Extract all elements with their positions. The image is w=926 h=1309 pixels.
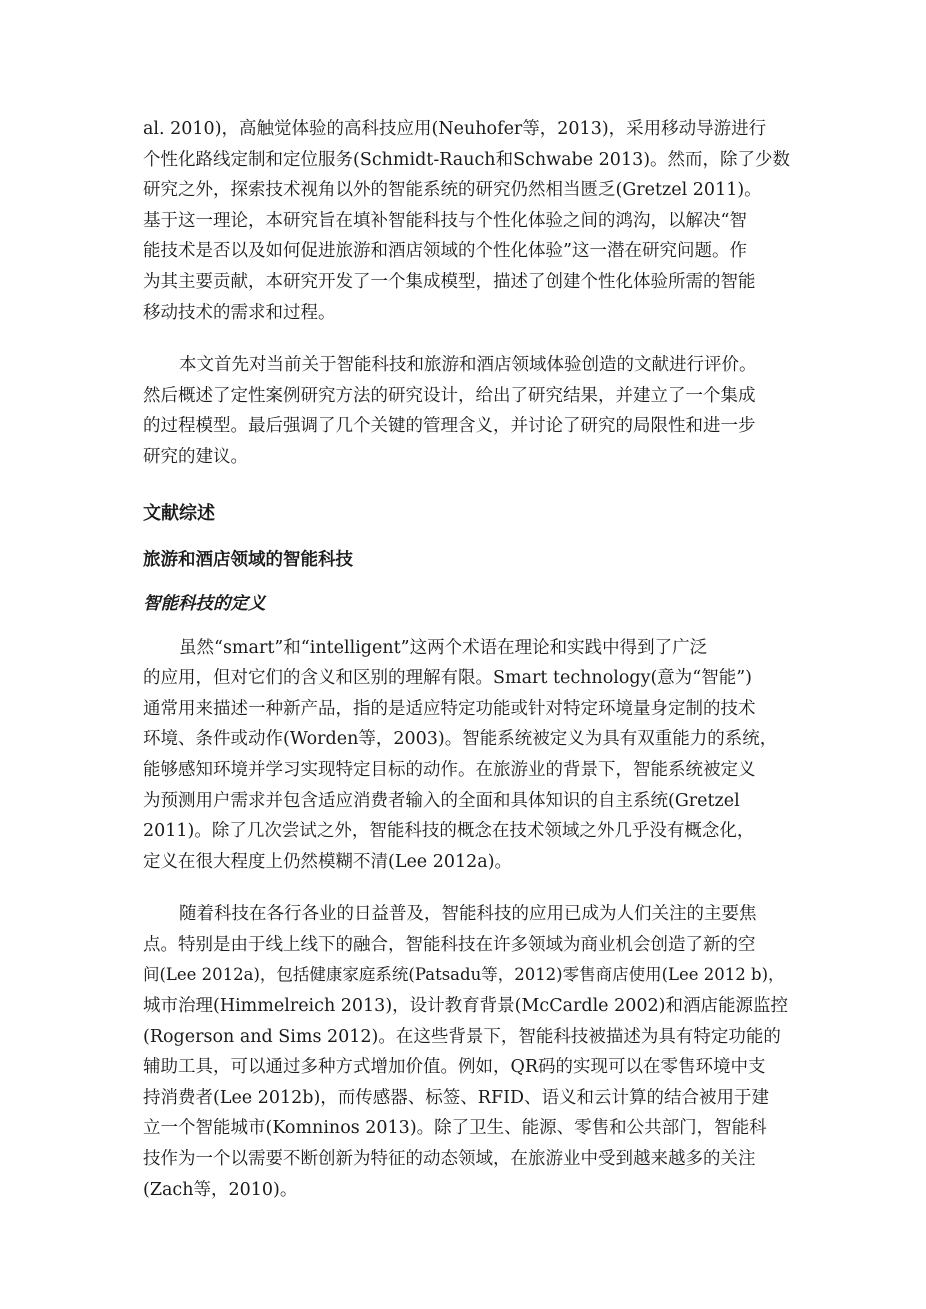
text-line: 城市治理(Himmelreich 2013)，设计教育背景(McCardle 2002)和酒店能源监控 <box>143 996 788 1017</box>
text-line: 通常用来描述一种新产品，指的是适应特定功能或针对特定环境量身定制的技术 <box>143 698 756 719</box>
text-line: 能技术是否以及如何促进旅游和酒店领域的个性化体验”这一潜在研究问题。作 <box>143 241 747 262</box>
text-line: 点。特别是由于线上线下的融合，智能科技在许多领域为商业机会创造了新的空 <box>143 934 756 955</box>
text-line: 虽然“smart”和“intelligent”这两个术语在理论和实践中得到了广泛 <box>179 637 708 658</box>
section-heading: 文献综述 <box>143 502 215 524</box>
text-line: 间(Lee 2012a)，包括健康家庭系统(Patsadu等，2012)零售商店使用(Lee 2012 b)， <box>143 965 785 985</box>
text-line: 辅助工具，可以通过多种方式增加价值。例如，QR码的实现可以在零售环境中支 <box>143 1057 766 1078</box>
text-line: (Rogerson and Sims 2012)。在这些背景下，智能科技被描述为具有特定功能的 <box>143 1026 781 1047</box>
text-line: 定义在很大程度上仍然模糊不清(Lee 2012a)。 <box>143 851 513 872</box>
subsubsection-heading: 智能科技的定义 <box>143 593 266 614</box>
text-line: 移动技术的需求和过程。 <box>143 302 336 323</box>
text-line: 技作为一个以需要不断创新为特征的动态领域，在旅游业中受到越来越多的关注 <box>143 1149 756 1170</box>
text-line: 为预测用户需求并包含适应消费者输入的全面和具体知识的自主系统(Gretzel <box>143 790 740 811</box>
text-line: 的过程模型。最后强调了几个关键的管理含义，并讨论了研究的局限性和进一步 <box>143 416 756 437</box>
text-line: 个性化路线定制和定位服务(Schmidt-Rauch和Schwabe 2013)。然而，除了少数 <box>143 149 791 170</box>
paragraph-definition <box>143 633 791 878</box>
text-line: 研究的建议。 <box>143 446 248 467</box>
paragraph-outline <box>143 350 791 472</box>
text-line: 持消费者(Lee 2012b)，而传感器、标签、RFID、语义和云计算的结合被用于建 <box>143 1087 770 1108</box>
text-line: 本文首先对当前关于智能科技和旅游和酒店领域体验创造的文献进行评价。 <box>179 355 757 376</box>
paragraph-applications <box>143 899 791 1205</box>
paragraph-intro-continued <box>143 114 791 328</box>
subsection-heading: 旅游和酒店领域的智能科技 <box>143 549 353 570</box>
text-line: 随着科技在各行各业的日益普及，智能科技的应用已成为人们关注的主要焦 <box>179 904 757 925</box>
text-line: 环境、条件或动作(Worden等，2003)。智能系统被定义为具有双重能力的系统， <box>143 729 778 750</box>
document-page <box>143 114 791 1205</box>
text-line: 的应用，但对它们的含义和区别的理解有限。Smart technology(意为“智能”) <box>143 668 753 689</box>
text-line: al. 2010)，高触觉体验的高科技应用(Neuhofer等，2013)，采用移动导游进行 <box>143 119 767 139</box>
text-line: 研究之外，探索技术视角以外的智能系统的研究仍然相当匮乏(Gretzel 2011)。 <box>143 180 762 201</box>
text-line: 立一个智能城市(Komninos 2013)。除了卫生、能源、零售和公共部门，智能科 <box>143 1118 767 1139</box>
text-line: 2011)。除了几次尝试之外，智能科技的概念在技术领域之外几乎没有概念化， <box>143 821 755 842</box>
text-line: 能够感知环境并学习实现特定目标的动作。在旅游业的背景下，智能系统被定义 <box>143 759 756 780</box>
text-line: 然后概述了定性案例研究方法的研究设计，给出了研究结果，并建立了一个集成 <box>143 385 756 406</box>
text-line: (Zach等，2010)。 <box>143 1179 298 1200</box>
text-line: 基于这一理论，本研究旨在填补智能科技与个性化体验之间的鸿沟，以解决“智 <box>143 210 747 231</box>
text-line: 为其主要贡献，本研究开发了一个集成模型，描述了创建个性化体验所需的智能 <box>143 271 756 292</box>
